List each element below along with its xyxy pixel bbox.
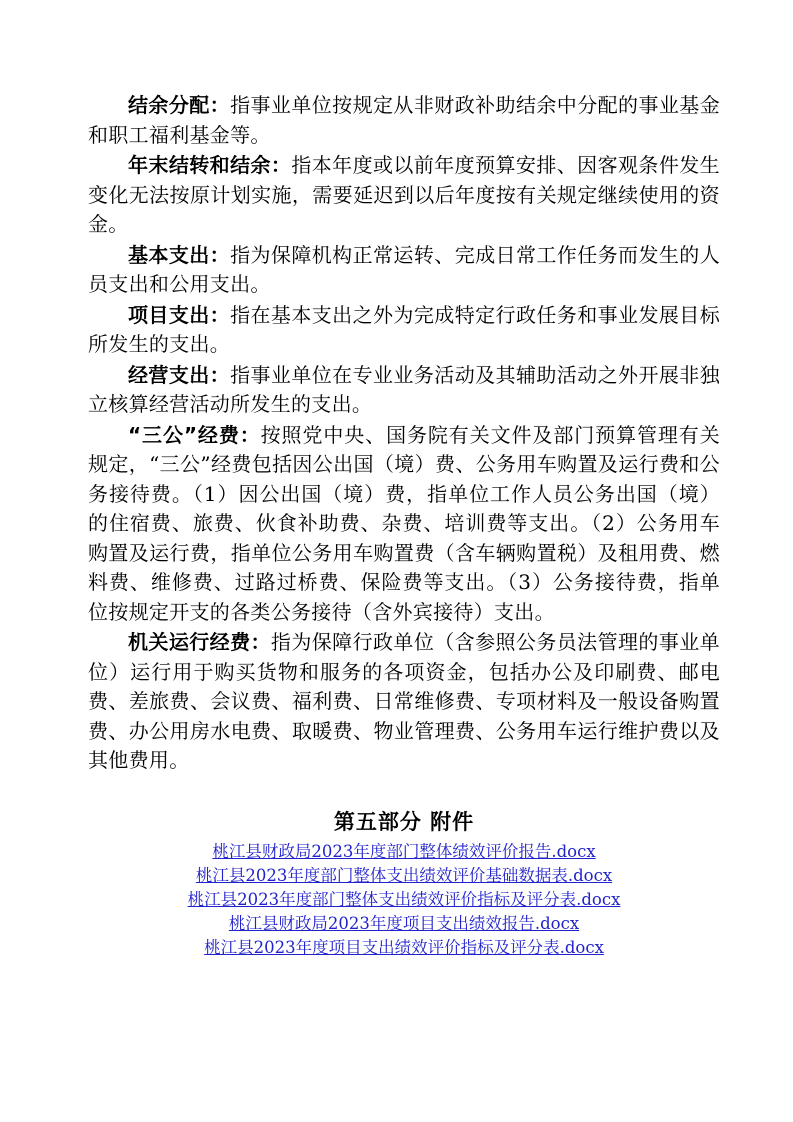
definition-text: 指为保障机构正常运转、完成日常工作任务而发生的人员支出和公用支出。	[88, 242, 721, 296]
attachment-link[interactable]: 桃江县2023年度项目支出绩效评价指标及评分表.docx	[204, 937, 604, 957]
definition-paragraph	[88, 241, 720, 300]
attachment-link[interactable]: 桃江县财政局2023年度项目支出绩效报告.docx	[228, 913, 580, 933]
definition-paragraph	[88, 151, 720, 240]
definition-text: 指事业单位按规定从非财政补助结余中分配的事业基金和职工福利基金等。	[88, 93, 721, 147]
definition-text: 指事业单位在专业业务活动及其辅助活动之外开展非独立核算经营活动所发生的支出。	[88, 362, 721, 416]
attachment-link[interactable]: 桃江县财政局2023年度部门整体绩效评价报告.docx	[212, 841, 596, 861]
definition-term: 机关运行经费：	[128, 630, 271, 654]
definition-paragraph	[88, 421, 720, 628]
definition-term: 项目支出：	[128, 302, 231, 327]
attachment-list	[88, 840, 720, 960]
attachment-link[interactable]: 桃江县2023年度部门整体支出绩效评价指标及评分表.docx	[187, 889, 621, 909]
definition-paragraph	[88, 301, 720, 360]
definition-text: 指本年度或以前年度预算安排、因客观条件发生变化无法按原计划实施，需要延迟到以后年度按有关规定继续使用的资金。	[88, 153, 720, 236]
definition-text: 按照党中央、国务院有关文件及部门预算管理有关规定，“三公”经费包括因公出国（境）费、公务用车购置及运行费和公务接待费。（1）因公出国（境）费，指单位工作人员公务出国（境）的住宿费、旅费、伙食补助费、杂费、培训费等支出。（2）公务用车购置及运行费，指单位公务用车购置费（含车辆购置税）及租用费、燃料费、维修费、过路过桥费、保险费等支出。（3）公务接待费，指单位按规定开支的各类公务接待（含外宾接待）支出。	[88, 422, 720, 624]
definition-term: 基本支出：	[128, 242, 231, 267]
attachment-link[interactable]: 桃江县2023年度部门整体支出绩效评价基础数据表.docx	[195, 865, 613, 885]
definition-term: 结余分配：	[128, 93, 231, 117]
definition-text: 指为保障行政单位（含参照公务员法管理的事业单位）运行用于购买货物和服务的各项资金，包括办公及印刷费、邮电费、差旅费、会议费、福利费、日常维修费、专项材料及一般设备购置费、办公用房水电费、取暖费、物业管理费、公务用车运行维护费以及其他费用。	[88, 630, 720, 772]
definition-term: 年末结转和结余：	[128, 153, 292, 177]
definition-term: “三公”经费：	[128, 422, 261, 447]
definition-paragraph	[88, 361, 720, 420]
section-title: 第五部分 附件	[333, 809, 475, 834]
document-body	[88, 91, 720, 960]
definition-term: 经营支出：	[128, 362, 231, 387]
definition-paragraph	[88, 91, 720, 150]
definition-paragraph	[88, 628, 720, 776]
definition-text: 指在基本支出之外为完成特定行政任务和事业发展目标所发生的支出。	[88, 302, 721, 356]
